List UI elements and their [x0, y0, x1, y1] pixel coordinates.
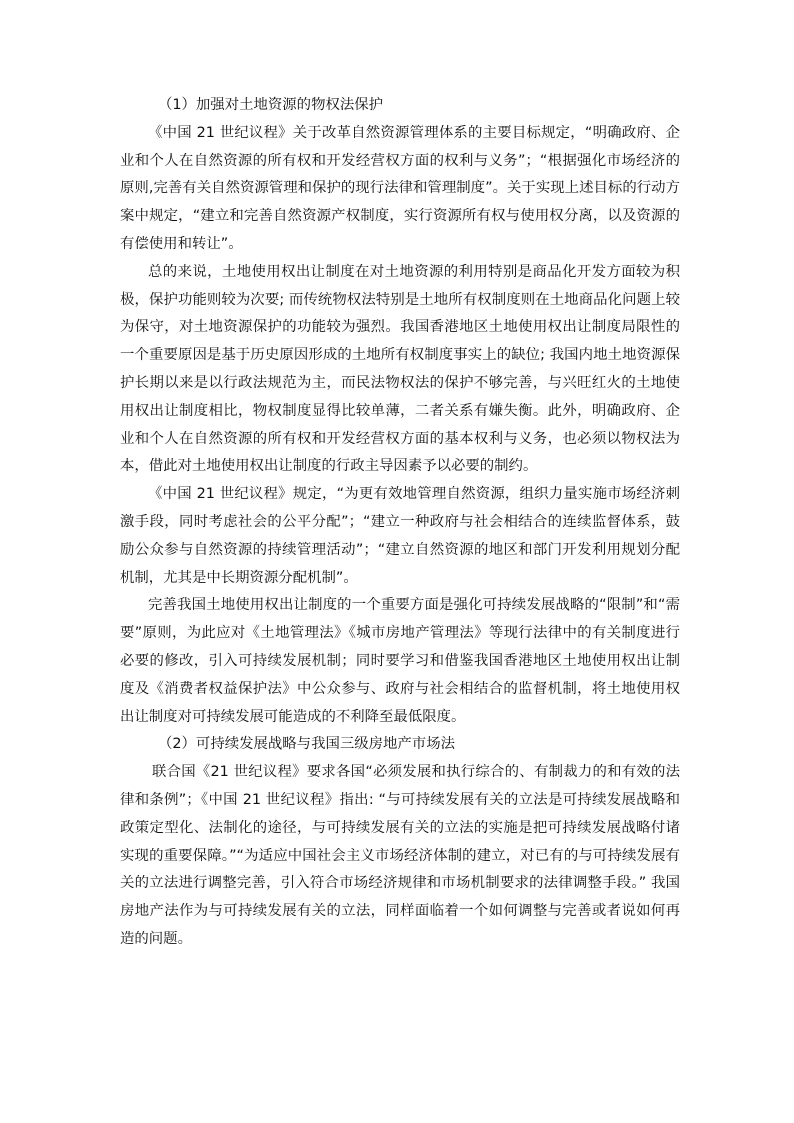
paragraph-1-3: 《中国 21 世纪议程》规定，“为更有效地管理自然资源，组织力量实施市场经济刺激手段，同时考虑社会的公平分配”；“建立一种政府与社会相结合的连续监督体系，鼓励公众参与自然资源的持续管理活动”；“建立自然资源的地区和部门开发利用规划分配机制，尤其是中长期资源分配机制”。 — [120, 486, 680, 586]
section-heading-1: （1）加强对土地资源的物权法保护 — [158, 97, 384, 113]
paragraph-2-1: 联合国《21 世纪议程》要求各国“必须发展和执行综合的、有制裁力的和有效的法律和条例”；《中国 21 世纪议程》指出: “与可持续发展有关的立法是可持续发展战略和政策定型化、法制化的途径，与可持续发展有关的立法的实施是把可持续发展战略付诸实现的重要保障。”“为适应中国社会主义市场经济体制的建立，对已有的与可持续发展有关的立法进行调整完善，引入符合市场经济规律和市场机制要求的法律调整手段。” 我国房地产法作为与可持续发展有关的立法，同样面临着一个如何调整与完善或者说如何再造的问题。 — [120, 764, 681, 947]
document-page — [120, 92, 680, 954]
paragraph-1-4: 完善我国土地使用权出让制度的一个重要方面是强化可持续发展战略的“限制”和“需要”原则，为此应对《土地管理法》《城市房地产管理法》等现行法律中的有关制度进行必要的修改，引入可持续发展机制；同时要学习和借鉴我国香港地区土地使用权出让制度及《消费者权益保护法》中公众参与、政府与社会相结合的监督机制，将土地使用权出让制度对可持续发展可能造成的不利降至最低限度。 — [120, 597, 680, 725]
paragraph-1-2: 总的来说，土地使用权出让制度在对土地资源的利用特别是商品化开发方面较为积极，保护功能则较为次要; 而传统物权法特别是土地所有权制度则在土地商品化问题上较为保守，对土地资源保护的功能较为强烈。我国香港地区土地使用权出让制度局限性的一个重要原因是基于历史原因形成的土地所有权制度事实上的缺位; 我国内地土地资源保护长期以来是以行政法规范为主，而民法物权法的保护不够完善，与兴旺红火的土地使用权出让制度相比，物权制度显得比较单薄，二者关系有嫌失衡。此外，明确政府、企业和个人在自然资源的所有权和开发经营权方面的基本权利与义务，也必须以物权法为本，借此对土地使用权出让制度的行政主导因素予以必要的制约。 — [120, 263, 680, 475]
paragraph-1-1: 《中国 21 世纪议程》关于改革自然资源管理体系的主要目标规定，“明确政府、企业和个人在自然资源的所有权和开发经营权方面的权利与义务”；“根据强化市场经济的原则,完善有关自然资源管理和保护的现行法律和管理制度”。关于实现上述目标的行动方案中规定，“建立和完善自然资源产权制度，实行资源所有权与使用权分离，以及资源的有偿使用和转让”。 — [120, 124, 680, 252]
section-heading-2: （2）可持续发展战略与我国三级房地产市场法 — [158, 736, 455, 753]
